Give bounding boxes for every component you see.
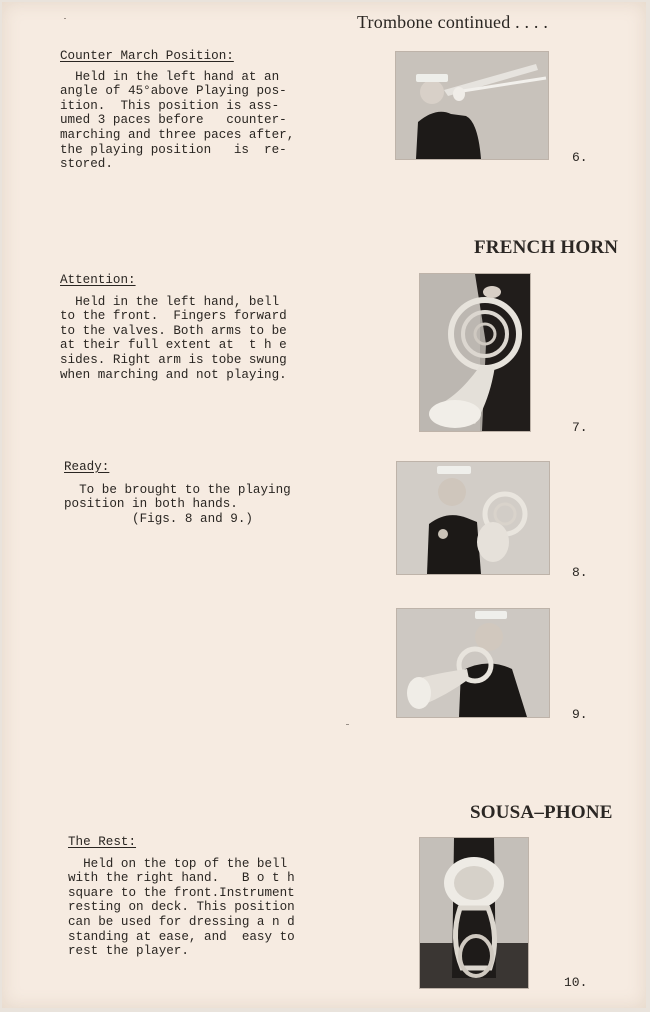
- attention-line: Held in the left hand, bell: [60, 294, 280, 309]
- figure-number-10: 10.: [564, 975, 588, 990]
- attention-line: sides. Right arm is tobe swung: [60, 352, 287, 367]
- attention-line: at their full extent at t h e: [60, 338, 287, 353]
- photo-french-horn-playing: [397, 609, 549, 717]
- counter-march-line: angle of 45°above Playing pos-: [60, 84, 287, 99]
- photo-french-horn-attention: [420, 274, 530, 431]
- sousaphone-heading: SOUSA–PHONE: [470, 802, 613, 823]
- photo-sousaphone-rest: [420, 838, 528, 988]
- counter-march-line: stored.: [60, 157, 113, 172]
- running-head: Trombone continued . . . .: [357, 12, 549, 32]
- ready-line: (Figs. 8 and 9.): [64, 511, 253, 526]
- attention-block: [60, 273, 287, 382]
- photo-french-horn-ready: [397, 462, 549, 574]
- the-rest-block: [68, 835, 295, 959]
- figure-number-7: 7.: [572, 420, 588, 435]
- the-rest-line: square to the front.Instrument: [68, 885, 295, 900]
- ready-line: position in both hands.: [64, 497, 238, 512]
- the-rest-line: resting on deck. This position: [68, 900, 295, 915]
- attention-line: when marching and not playing.: [60, 367, 287, 382]
- the-rest-line: rest the player.: [68, 944, 189, 959]
- figure-number-8: 8.: [572, 565, 588, 580]
- photo-trombone-counter-march: [396, 52, 548, 159]
- counter-march-line: umed 3 paces before counter-: [60, 113, 287, 128]
- figure-number-6: 6.: [572, 150, 588, 165]
- page: [2, 2, 646, 1008]
- attention-line: to the front. Fingers forward: [60, 309, 287, 324]
- the-rest-line: can be used for dressing a n d: [68, 914, 295, 929]
- attention-heading: Attention:: [60, 273, 136, 287]
- figure-number-9: 9.: [572, 707, 588, 722]
- the-rest-line: Held on the top of the bell: [68, 856, 288, 871]
- paper-speck: [64, 18, 66, 19]
- counter-march-line: ition. This position is ass-: [60, 98, 280, 113]
- ready-block: [64, 460, 291, 526]
- counter-march-heading: Counter March Position:: [60, 49, 234, 63]
- the-rest-line: standing at ease, and easy to: [68, 929, 295, 944]
- the-rest-line: with the right hand. B o t h: [68, 871, 295, 886]
- counter-march-block: [60, 49, 294, 172]
- counter-march-line: Held in the left hand at an: [60, 69, 280, 84]
- ready-heading: Ready:: [64, 460, 110, 474]
- counter-march-line: marching and three paces after,: [60, 127, 295, 142]
- attention-line: to the valves. Both arms to be: [60, 323, 287, 338]
- french-horn-heading: FRENCH HORN: [474, 237, 619, 258]
- ready-line: To be brought to the playing: [64, 482, 291, 497]
- counter-march-line: the playing position is re-: [60, 142, 287, 157]
- paper-speck: [346, 724, 349, 725]
- the-rest-heading: The Rest:: [68, 835, 137, 849]
